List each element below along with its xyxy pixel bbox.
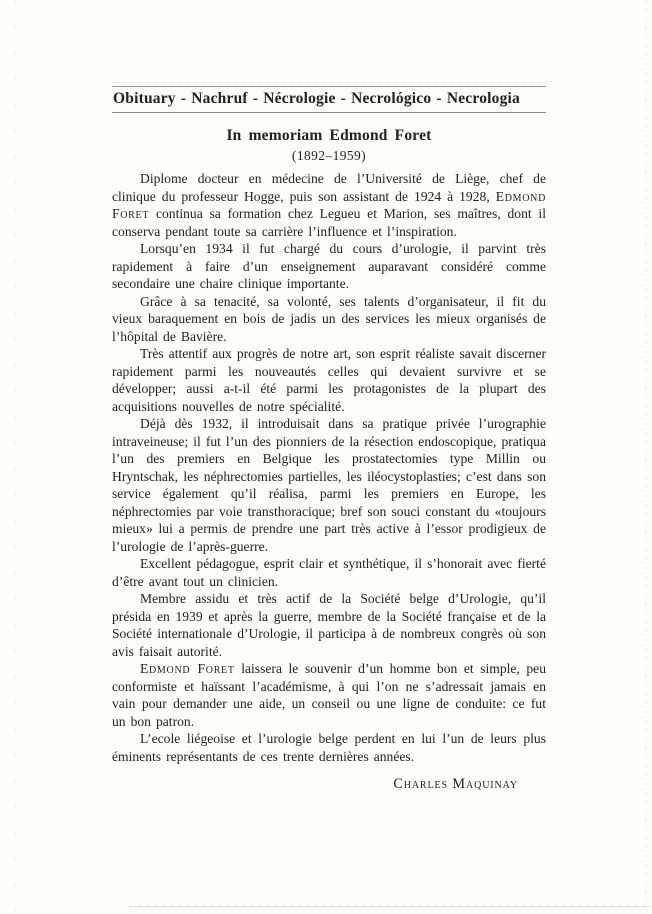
paragraph-text: L’ecole liégeoise et l’urologie belge perdent en lui l’un de leurs plus éminents représentants de ces trente dernières années. — [112, 731, 546, 764]
paragraph-text: Grâce à sa tenacité, sa volonté, ses talents d’organisateur, il fit du vieux baraquement en bois de jadis un des services les mieux organisés de l’hôpital de Bavière. — [112, 293, 546, 344]
paragraph — [112, 555, 546, 590]
scan-artifact-line-top — [112, 82, 546, 83]
paragraph — [112, 730, 546, 765]
paragraph-text: Diplome docteur en médecine de l’Université de Liège, chef de clinique du professeur Hogge, puis son assistant de 1924 à 1928, — [112, 171, 546, 204]
paragraph — [112, 293, 546, 346]
paragraph-text: Excellent pédagogue, esprit clair et synthétique, il s’honorait avec fierté d’être avant tout un clinicien. — [112, 556, 546, 589]
paragraph-text: continua sa formation chez Legueu et Marion, ses maîtres, dont il conserva pendant toute sa carrière l’influence et l’inspiration. — [112, 206, 546, 239]
paragraph — [112, 590, 546, 660]
paragraph — [112, 660, 546, 730]
paragraph — [112, 415, 546, 555]
scan-noise-left — [14, 0, 16, 914]
paragraph-text: laissera le souvenir d’un homme bon et simple, peu conformiste et haïssant l’académisme, à qui l’on ne s’adressait jamais en vain pour demander une aide, un conseil ou une ligne de conduite: ce fut un bon patron. — [112, 661, 546, 729]
text-column — [112, 82, 546, 793]
paragraph-text: Membre assidu et très actif de la Société belge d’Urologie, qu’il présida en 1939 et après la guerre, membre de la Société française et de la Société internationale d’Urologie, il participa à de nombreux congrès où son avis faisait autorité. — [112, 591, 546, 659]
memorial-title: In memoriam Edmond Foret — [226, 127, 432, 144]
person-name-smallcaps: Edmond Foret — [112, 188, 546, 221]
paragraph-text: Déjà dès 1932, il introduisait dans sa pratique privée l’urographie intraveineuse; il fut l’un des pionniers de la résection endoscopique, pratiqua l’un des premiers en Belgique les prostatectomies type Millin ou Hryntschak, les néphrectomies partielles, les iléocystoplasties; c’est dans son service également qu’il réalisa, parmi les premiers en Europe, les néphrectomies par voie transthoracique; bref son souci constant du «toujours mieux» lui a permis de prendre une part très active à l’essor prodigieux de l’urologie de l’après-guerre. — [112, 416, 546, 554]
paragraph-text: Très attentif aux progrès de notre art, son esprit réaliste savait discerner rapidement parmi les nouveautés celles qui devaient survivre et se développer; aussi a-t-il été parmi les protagonistes de la plupart des acquisitions nouvelles de notre spécialité. — [112, 346, 546, 414]
obituary-body — [112, 170, 546, 765]
life-years: (1892–1959) — [291, 148, 367, 163]
scan-artifact-line-bottom — [130, 906, 652, 907]
paragraph — [112, 170, 546, 240]
scan-noise-right — [645, 0, 647, 914]
obituary-section-header: Obituary - Nachruf - Nécrologie - Necrológico - Necrologia — [112, 86, 546, 113]
paragraph — [112, 240, 546, 293]
author-signature: Charles Maquinay — [393, 776, 518, 792]
person-name-smallcaps: Edmond Foret — [140, 661, 235, 676]
paragraph — [112, 345, 546, 415]
paragraph-text: Lorsqu’en 1934 il fut chargé du cours d’urologie, il parvint très rapidement à faire d’un enseignement auparavant considéré comme secondaire une chaire clinique importante. — [112, 241, 546, 291]
